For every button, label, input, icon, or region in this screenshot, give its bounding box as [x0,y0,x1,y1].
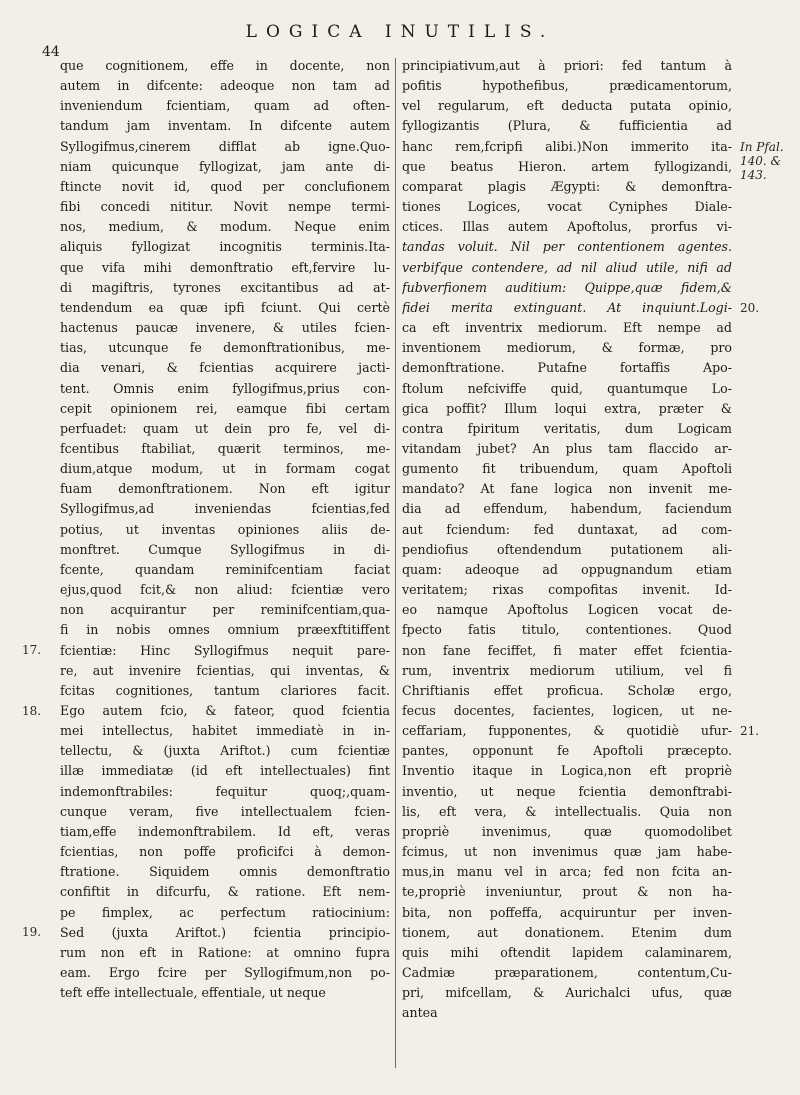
text-line: rum, inventrix mediorum utilium, vel fi [402,662,732,678]
text-line: tent. Omnis enim fyllogifmus,prius con- [60,380,390,396]
text-line: eam. Ergo fcire per Syllogifmum,non po- [60,965,390,981]
text-line: confiftit in difcurfu, & ratione. Eft nem- [60,884,390,900]
text-line: gumento fit tribuendum, quam Apoftoli [402,461,732,477]
text-line: tias, utcunque fe demonftrationibus, me- [60,340,390,356]
text-line: ftolum nefciviffe quid, quantumque Lo- [402,380,732,396]
text-line: inventionem mediorum, & formæ, pro [402,340,732,356]
text-line: hanc rem,fcripfi alibi.)Non immerito ita- [402,138,732,154]
text-line: fcientias, non poffe proficifci à demon- [60,844,390,860]
text-line: potius, ut inventas opiniones aliis de- [60,521,390,537]
margin-reference-line: 140. & [740,153,782,168]
text-line: di magiftris, tyrones excitantibus ad at- [60,279,390,295]
text-line: demonftratione. Putafne fortaffis Apo- [402,360,732,376]
text-line: Ego autem fcio, & fateor, quod fcientia [60,703,390,718]
text-line: nos, medium, & modum. Neque enim [60,219,390,235]
text-line: Syllogifmus,cinerem difflat ab igne.Quo- [60,138,390,154]
text-line: dia venari, & fcientias acquirere jacti- [60,360,390,376]
text-line: ejus,quod fcit,& non aliud: fcientiæ vero [60,582,390,598]
text-line: dium,atque modum, ut in formam cogat [60,461,390,477]
text-line: ctices. Illas autem Apoftolus, prorfus vi- [402,219,732,235]
text-line: propriè invenimus, quæ quomodolibet [402,823,732,839]
text-line: contra fpiritum veritatis, dum Logicam [402,420,732,436]
page-number: 44 [42,44,60,60]
text-line: pofitis hypothefibus, prædicamentorum, [402,78,732,94]
text-line: mei intellectus, habitet immediatè in in- [60,723,390,739]
margin-reference-line: In Pfal. [740,139,784,154]
text-line: Inventio itaque in Logica,non eft propriè [402,763,732,779]
text-line: comparat plagis Ægypti: & demonftra- [402,178,732,194]
text-line: fcitas cognitiones, tantum clariores facit. [60,682,390,698]
text-line: cepit opinionem rei, eamque fibi certam [60,400,390,416]
text-line: cunque veram, five intellectualem fcien- [60,803,390,819]
text-line: tiam,effe indemonftrabilem. Id eft, veras [60,823,390,839]
text-line: rum non eft in Ratione: at omnino fupra [60,944,390,960]
text-line: autem in difcente: adeoque non tam ad [60,78,390,94]
text-line: que vifa mihi demonftratio eft,fervire lu- [60,259,390,275]
text-line: Sed (juxta Ariftot.) fcientia principio- [60,924,390,940]
text-line: principiativum,aut à priori: fed tantum à [402,58,732,73]
text-line: hactenus paucæ invenere, & utiles fcien- [60,320,390,336]
text-line: tendendum ea quæ ipfi fciunt. Qui certè [60,299,390,315]
text-line: pantes, opponunt fe Apoftoli præcepto. [402,743,732,759]
text-line: fcentibus ftabiliat, quærit terminos, me- [60,440,390,456]
text-line: pe fimplex, ac perfectum ratiocinium: [60,904,390,920]
text-line: indemonftrabiles: fequitur quoq;,quam- [60,783,390,799]
left-text-column [60,56,390,1071]
margin-section-number: 19. [22,925,42,940]
text-line: mus,in manu vel in arca; fed non fcita an- [402,864,732,880]
text-line: tandas voluit. Nil per contentionem agentes. [402,239,732,255]
text-line: pendiofius oftendendum putationem ali- [402,541,732,557]
text-line: Chriftianis effet proficua. Scholæ ergo, [402,682,732,698]
text-line: gica poffit? Illum loqui extra, præter & [402,400,732,416]
text-line: bita, non poffeffa, acquiruntur per inven- [402,904,732,920]
margin-section-number: 17. [22,643,42,658]
text-line: re, aut invenire fcientias, qui inventas, & [60,662,390,678]
text-line: tiones Logices, vocat Cyniphes Diale- [402,199,732,215]
text-line: illæ immediatæ (id eft intellectuales) fint [60,763,390,779]
margin-section-number: 20. [740,300,760,315]
text-line: fidei merita extinguant. At inquiunt.Logi- [402,299,732,315]
text-line: monftret. Cumque Syllogifmus in di- [60,541,390,557]
margin-reference [740,140,784,182]
text-line: mandato? At fane logica non invenit me- [402,481,732,497]
text-line: dia ad effendum, habendum, faciendum [402,501,732,517]
margin-reference-line: 143. [740,167,767,182]
text-line: fcente, quandam reminifcentiam faciat [60,561,390,577]
text-line: lis, eft vera, & intellectualis. Quia non [402,803,732,819]
text-line: fyllogizantis (Plura, & fufficientia ad [402,118,732,134]
text-line: ftratione. Siquidem omnis demonftratio [60,864,390,880]
text-line: fuam demonftrationem. Non eft igitur [60,481,390,497]
text-line: Cadmiæ præparationem, contentum,Cu- [402,965,732,981]
text-line: te,propriè inveniuntur, prout & non ha- [402,884,732,900]
text-line: non fane feciffet, fi mater effet fcientia- [402,642,732,658]
text-line: ceffariam, fupponentes, & quotidiè ufur- [402,723,732,739]
text-line: ftincte novit id, quod per conclufionem [60,178,390,194]
text-line: vel regularum, eft deducta putata opinio, [402,98,732,114]
text-line: fi in nobis omnes omnium præexftitiffent [60,622,390,638]
text-line: fcimus, ut non invenimus quæ jam habe- [402,844,732,860]
text-line: inventio, ut neque fcientia demonftrabi- [402,783,732,799]
text-line: non acquirantur per reminifcentiam,qua- [60,602,390,618]
text-line: quam: adeoque ad oppugnandum etiam [402,561,732,577]
text-line: tellectu, & (juxta Ariftot.) cum fcientiæ [60,743,390,759]
text-line: ca eft inventrix mediorum. Eft nempe ad [402,320,732,336]
text-line: que cognitionem, effe in docente, non [60,58,390,73]
text-line: niam quicunque fyllogizat, jam ante di- [60,158,390,174]
text-line: fubverfionem auditium: Quippe,quæ fidem,& [402,279,732,295]
text-line: fecus docentes, facientes, logicen, ut ne- [402,703,732,718]
text-line: aut fciendum: fed duntaxat, ad com- [402,521,732,537]
column-divider [395,58,396,1068]
text-line: perfuadet: quam ut dein pro fe, vel di- [60,420,390,436]
text-line: fibi concedi nititur. Novit nempe termi- [60,199,390,215]
text-line: inveniendum fcientiam, quam ad often- [60,98,390,114]
text-line: tandum jam inventam. In difcente autem [60,118,390,134]
text-line: veritatem; rixas compofitas invenit. Id- [402,582,732,598]
margin-section-number: 21. [740,723,760,738]
margin-section-number: 18. [22,703,42,718]
text-line: pri, mifcellam, & Aurichalci ufus, quæ [402,985,732,1001]
text-line: que beatus Hieron. artem fyllogizandi, [402,158,732,174]
text-line: verbifque contendere, ad nil aliud utile, nifi ad [402,259,732,275]
text-line: fcientiæ: Hinc Syllogifmus nequit pare- [60,642,390,658]
text-line: fpecto fatis titulo, contentiones. Quod [402,622,732,638]
text-line: tionem, aut donationem. Etenim dum [402,924,732,940]
text-line: Syllogifmus,ad inveniendas fcientias,fed [60,501,390,517]
text-line: eo namque Apoftolus Logicen vocat de- [402,602,732,618]
right-text-column [402,56,732,1071]
text-line: antea [402,1005,438,1021]
text-line: vitandam jubet? An plus tam flaccido ar- [402,440,732,456]
text-line: quis mihi oftendit lapidem calaminarem, [402,944,732,960]
running-title: LOGICA INUTILIS. [245,22,555,42]
text-line: teft effe intellectuale, effentiale, ut neque [60,985,326,1001]
text-line: aliquis fyllogizat incognitis terminis.Ita- [60,239,390,255]
